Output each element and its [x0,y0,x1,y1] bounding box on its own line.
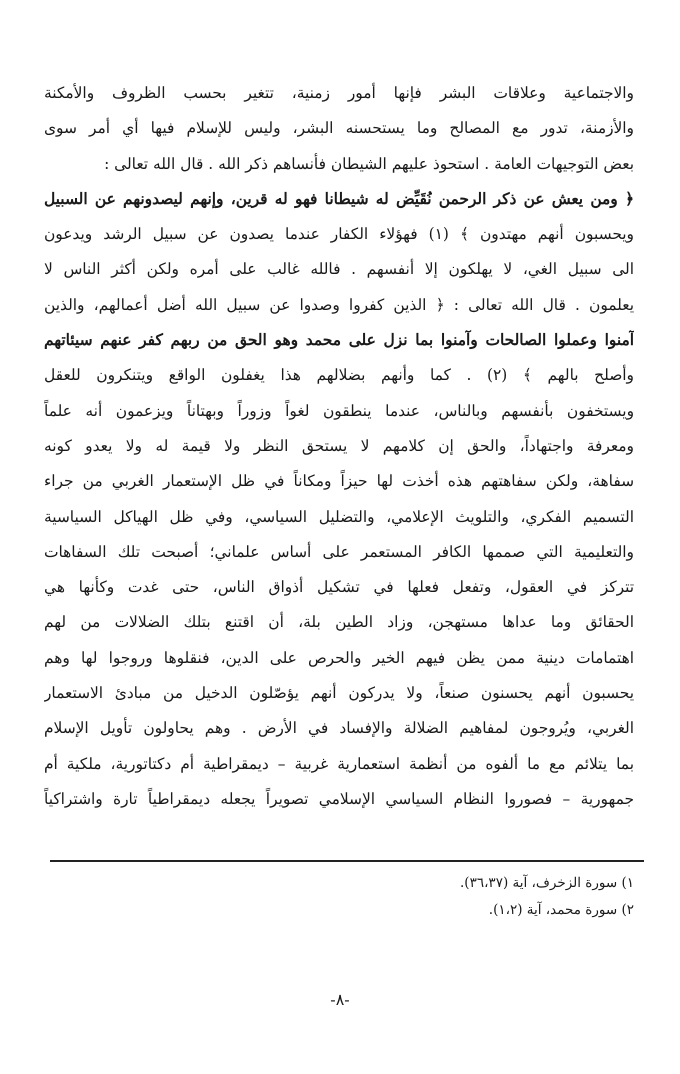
text-line: يعلمون . قال الله تعالى : ﴿ الذين كفروا وصدوا عن سبيل الله أضل أعمالهم، والذين [44,295,634,314]
page-number: -٨- [330,990,350,1009]
text-line: بعض التوجيهات العامة . استحوذ عليهم الشيطان فأنساهم ذكر الله . قال الله تعالى : [104,154,634,173]
text-line: وأصلح بالهم ﴾ (٢) . كما وأنهم بضلالهم هذا يغفلون الواقع ويتنكرون للعقل [44,366,634,385]
text-line: ويحسبون أنهم مهتدون ﴾ (١) فهؤلاء الكفار عندما يصدون عن سبيل الرشد ويدعون [44,225,634,244]
text-line: التسميم الفكري، والتلويث الإعلامي، والتضليل السياسي، وفي ظل الهياكل السياسية [44,507,634,526]
text-line: سفاهة، ولكن سفاهتهم هذه أخذت لها حيزاً ومكاناً في ظل الإستعمار الغربي من جراء [44,472,634,491]
text-line: الغربي، ويُروجون لمفاهيم الضلالة والإفساد في الأرض . وهم يحاولون تأويل الإسلام [44,719,634,738]
footnote-2: ٢) سورة محمد، آية (١،٢). [488,902,634,918]
text-line: الى سبيل الغي، لا يهلكون إلا أنفسهم . فالله غالب على أمره ولكن أكثر الناس لا [44,260,634,279]
text-line: تتركز في العقول، وتفعل فعلها في تشكيل أذواق الناس، حتى غدت وكأنها هي [44,578,634,597]
footnotes [44,870,634,924]
text-line: يحسبون أنهم يحسنون صنعاً، ولا يدركون أنهم يؤصّلون الدخيل من مبادئ الاستعمار [44,684,634,703]
text-line: والاجتماعية وعلاقات البشر فإنها أمور زمنية، تتغير بحسب الظروف والأمكنة [44,84,634,102]
quran-verse-line: آمنوا وعملوا الصالحات وآمنوا بما نزل على محمد وهو الحق من ربهم كفر عنهم سيئاتهم [44,331,634,350]
text-line: ويستخفون بأنفسهم وبالناس، عندما ينطقون لغواً وزوراً وبهتاناً ويزعمون أنه علماً [44,401,634,420]
footnote-divider [50,860,644,862]
text-line: الحقائق وما عداها مستهجن، وزاد الطين بلة، أن اقتنع بتلك الضلالات من لهم [44,613,634,632]
text-line: والأزمنة، تدور مع المصالح وما يستحسنه البشر، وليس للإسلام فيها أي أمر سوى [44,119,634,138]
quran-verse-line: ﴿ ومن يعش عن ذكر الرحمن نُقَيِّض له شيطانا فهو له قرين، وإنهم ليصدونهم عن السبيل [44,189,634,208]
text-line: ومعرفة واجتهاداً، والحق إن كلامهم لا يستحق النظر ولا قيمة له ولا يعدو كونه [44,436,634,455]
body-text [44,76,634,817]
footnote-1: ١) سورة الزخرف، آية (٣٦،٣٧). [460,875,634,891]
text-line: جمهورية – فصوروا النظام السياسي الإسلامي تصويراً يجعله ديمقراطياً تارة واشتراكياً [44,789,634,808]
text-line: والتعليمية التي صممها الكافر المستعمر على أساس علماني؛ أصبحت تلك السفاهات [44,542,634,561]
text-line: اهتمامات دينية ممن يظن فيهم الخير والحرص على الدين، فنقلوها وروجوا لها وهم [44,648,634,667]
text-line: بما يتلائم مع ما ألفوه من أنظمة استعمارية غربية – ديمقراطية أم دكتاتورية، ملكية أم [44,754,634,773]
